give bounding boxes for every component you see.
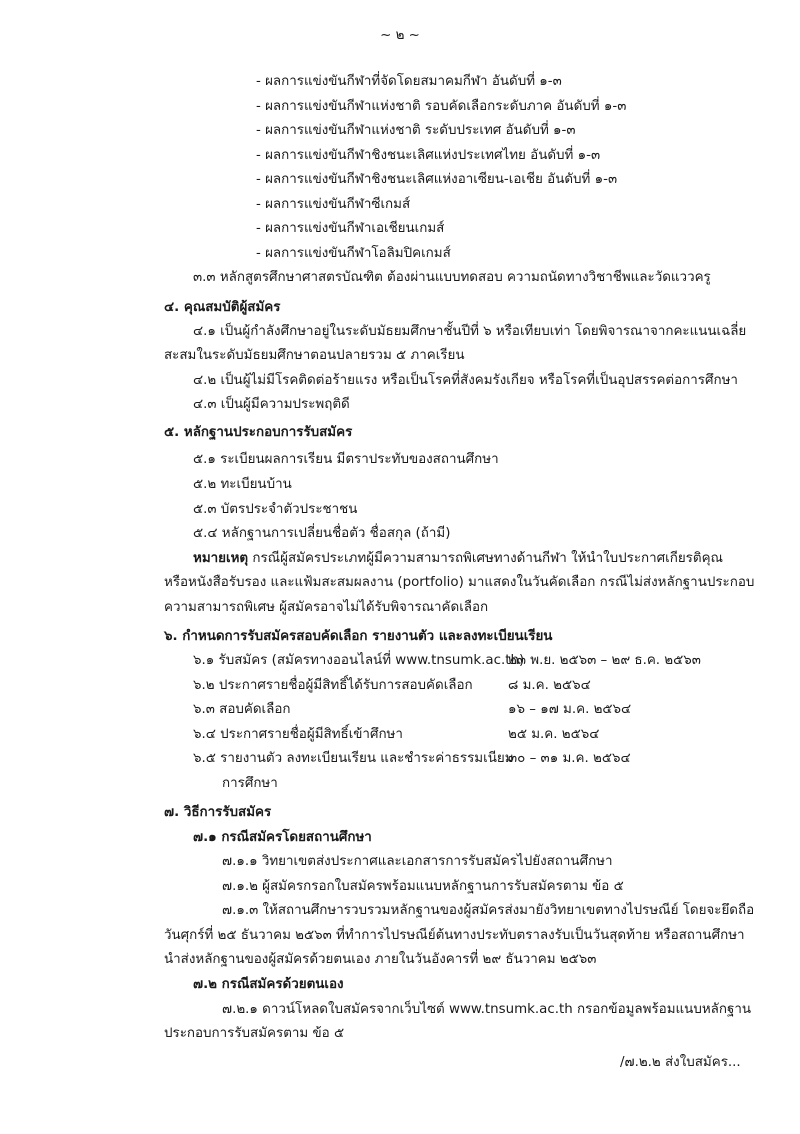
item-3-3: ๓.๓ หลักสูตรศึกษาศาสตรบัณฑิต ต้องผ่านแบบทดสอบ ความถนัดทางวิชาชีพและวัดแววครู bbox=[193, 270, 711, 285]
note-line2: หรือหนังสือรับรอง และแฟ้มสะสมผลงาน (portfolio) มาแสดงในวันคัดเลือก กรณีไม่ส่งหลักฐานประกอบ bbox=[164, 575, 755, 590]
item-7-1-3-line1: ๗.๑.๓ ให้สถานศึกษารวบรวมหลักฐานของผู้สมัครส่งมายังวิทยาเขตทางไปรษณีย์ โดยจะยึดถือ bbox=[222, 903, 755, 918]
item-4-2: ๔.๒ เป็นผู้ไม่มีโรคติดต่อร้ายแรง หรือเป็นโรคที่สังคมรังเกียจ หรือโรคที่เป็นอุปสรรคต่อการศึกษา bbox=[193, 373, 738, 388]
list-item: - ผลการแข่งขันกีฬาชิงชนะเลิศแห่งประเทศไทย อันดับที่ ๑-๓ bbox=[256, 148, 601, 163]
note-line1 bbox=[193, 549, 723, 569]
schedule-date: ๒๕ ม.ค. ๒๕๖๔ bbox=[508, 727, 600, 742]
item-4-1-line2: สะสมในระดับมัธยมศึกษาตอนปลายรวม ๕ ภาคเรียน bbox=[164, 348, 465, 363]
list-item: - ผลการแข่งขันกีฬาที่จัดโดยสมาคมกีฬา อันดับที่ ๑-๓ bbox=[256, 74, 562, 89]
schedule-item-cont: การศึกษา bbox=[222, 776, 278, 791]
page-number: ~ ๒ ~ bbox=[380, 28, 420, 43]
schedule-date: ๓๐ – ๓๑ ม.ค. ๒๕๖๔ bbox=[508, 751, 631, 766]
note-line3: ความสามารถพิเศษ ผู้สมัครอาจไม่ได้รับพิจารณาคัดเลือก bbox=[164, 600, 489, 615]
item-7-1-3-line3: นำส่งหลักฐานของผู้สมัครด้วยตนเอง ภายในวันอังคารที่ ๒๙ ธันวาคม ๒๕๖๓ bbox=[164, 952, 597, 967]
sub-7-1-heading: ๗.๑ กรณีสมัครโดยสถานศึกษา bbox=[193, 830, 372, 845]
item-7-1-3-line2: วันศุกร์ที่ ๒๕ ธันวาคม ๒๕๖๓ ที่ทำการไปรษณีย์ต้นทางประทับตราลงรับเป็นวันสุดท้าย หรือสถานศึกษา bbox=[164, 928, 745, 943]
item-5-4: ๕.๔ หลักฐานการเปลี่ยนชื่อตัว ชื่อสกุล (ถ้ามี) bbox=[193, 526, 451, 541]
schedule-item: ๖.๓ สอบคัดเลือก bbox=[193, 702, 291, 717]
continuation-note: /๗.๒.๒ ส่งใบสมัคร... bbox=[620, 1055, 741, 1070]
sub-7-2-heading: ๗.๒ กรณีสมัครด้วยตนเอง bbox=[193, 977, 344, 992]
list-item: - ผลการแข่งขันกีฬาแห่งชาติ ระดับประเทศ อันดับที่ ๑-๓ bbox=[256, 123, 576, 138]
item-5-3: ๕.๓ บัตรประจำตัวประชาชน bbox=[193, 502, 358, 517]
schedule-date: ๑๖ – ๑๗ ม.ค. ๒๕๖๔ bbox=[508, 702, 632, 717]
schedule-item: ๖.๑ รับสมัคร (สมัครทางออนไลน์ที่ www.tnsumk.ac.th) bbox=[193, 653, 525, 668]
schedule-item: ๖.๒ ประกาศรายชื่อผู้มีสิทธิ์ได้รับการสอบคัดเลือก bbox=[193, 678, 473, 693]
item-4-1-line1: ๔.๑ เป็นผู้กำลังศึกษาอยู่ในระดับมัธยมศึกษาชั้นปีที่ ๖ หรือเทียบเท่า โดยพิจารณาจากคะแนนเฉลี่ย bbox=[193, 324, 747, 339]
item-5-1: ๕.๑ ระเบียนผลการเรียน มีตราประทับของสถานศึกษา bbox=[193, 452, 499, 467]
list-item: - ผลการแข่งขันกีฬาซีเกมส์ bbox=[256, 197, 411, 212]
schedule-date: ๒๓ พ.ย. ๒๕๖๓ – ๒๙ ธ.ค. ๒๕๖๓ bbox=[508, 653, 701, 668]
item-7-2-1-line1: ๗.๒.๑ ดาวน์โหลดใบสมัครจากเว็บไซต์ www.tnsumk.ac.th กรอกข้อมูลพร้อมแนบหลักฐาน bbox=[222, 1002, 752, 1017]
schedule-date: ๘ ม.ค. ๒๕๖๔ bbox=[508, 678, 591, 693]
note-text: กรณีผู้สมัครประเภทผู้มีความสามารถพิเศษทางด้านกีฬา ให้นำใบประกาศเกียรติคุณ bbox=[248, 551, 723, 566]
item-5-2: ๕.๒ ทะเบียนบ้าน bbox=[193, 477, 292, 492]
section-4-heading: ๔. คุณสมบัติผู้สมัคร bbox=[164, 300, 281, 315]
item-7-1-1: ๗.๑.๑ วิทยาเขตส่งประกาศและเอกสารการรับสมัครไปยังสถานศึกษา bbox=[222, 854, 613, 869]
list-item: - ผลการแข่งขันกีฬาชิงชนะเลิศแห่งอาเซียน-เอเชีย อันดับที่ ๑-๓ bbox=[256, 172, 618, 187]
section-5-heading: ๕. หลักฐานประกอบการรับสมัคร bbox=[164, 425, 353, 440]
list-item: - ผลการแข่งขันกีฬาโอลิมปิคเกมส์ bbox=[256, 246, 451, 261]
section-6-heading: ๖. กำหนดการรับสมัครสอบคัดเลือก รายงานตัว และลงทะเบียนเรียน bbox=[164, 629, 553, 644]
item-7-1-2: ๗.๑.๒ ผู้สมัครกรอกใบสมัครพร้อมแนบหลักฐานการรับสมัครตาม ข้อ ๕ bbox=[222, 879, 624, 894]
item-7-2-1-line2: ประกอบการรับสมัครตาม ข้อ ๕ bbox=[164, 1026, 345, 1041]
schedule-item: ๖.๕ รายงานตัว ลงทะเบียนเรียน และชำระค่าธรรมเนียม bbox=[193, 751, 514, 766]
schedule-item: ๖.๔ ประกาศรายชื่อผู้มีสิทธิ์เข้าศึกษา bbox=[193, 727, 403, 742]
list-item: - ผลการแข่งขันกีฬาแห่งชาติ รอบคัดเลือกระดับภาค อันดับที่ ๑-๓ bbox=[256, 99, 627, 114]
list-item: - ผลการแข่งขันกีฬาเอเชียนเกมส์ bbox=[256, 221, 445, 236]
item-4-3: ๔.๓ เป็นผู้มีความประพฤติดี bbox=[193, 397, 350, 412]
section-7-heading: ๗. วิธีการรับสมัคร bbox=[164, 805, 272, 820]
note-label: หมายเหตุ bbox=[193, 551, 249, 566]
